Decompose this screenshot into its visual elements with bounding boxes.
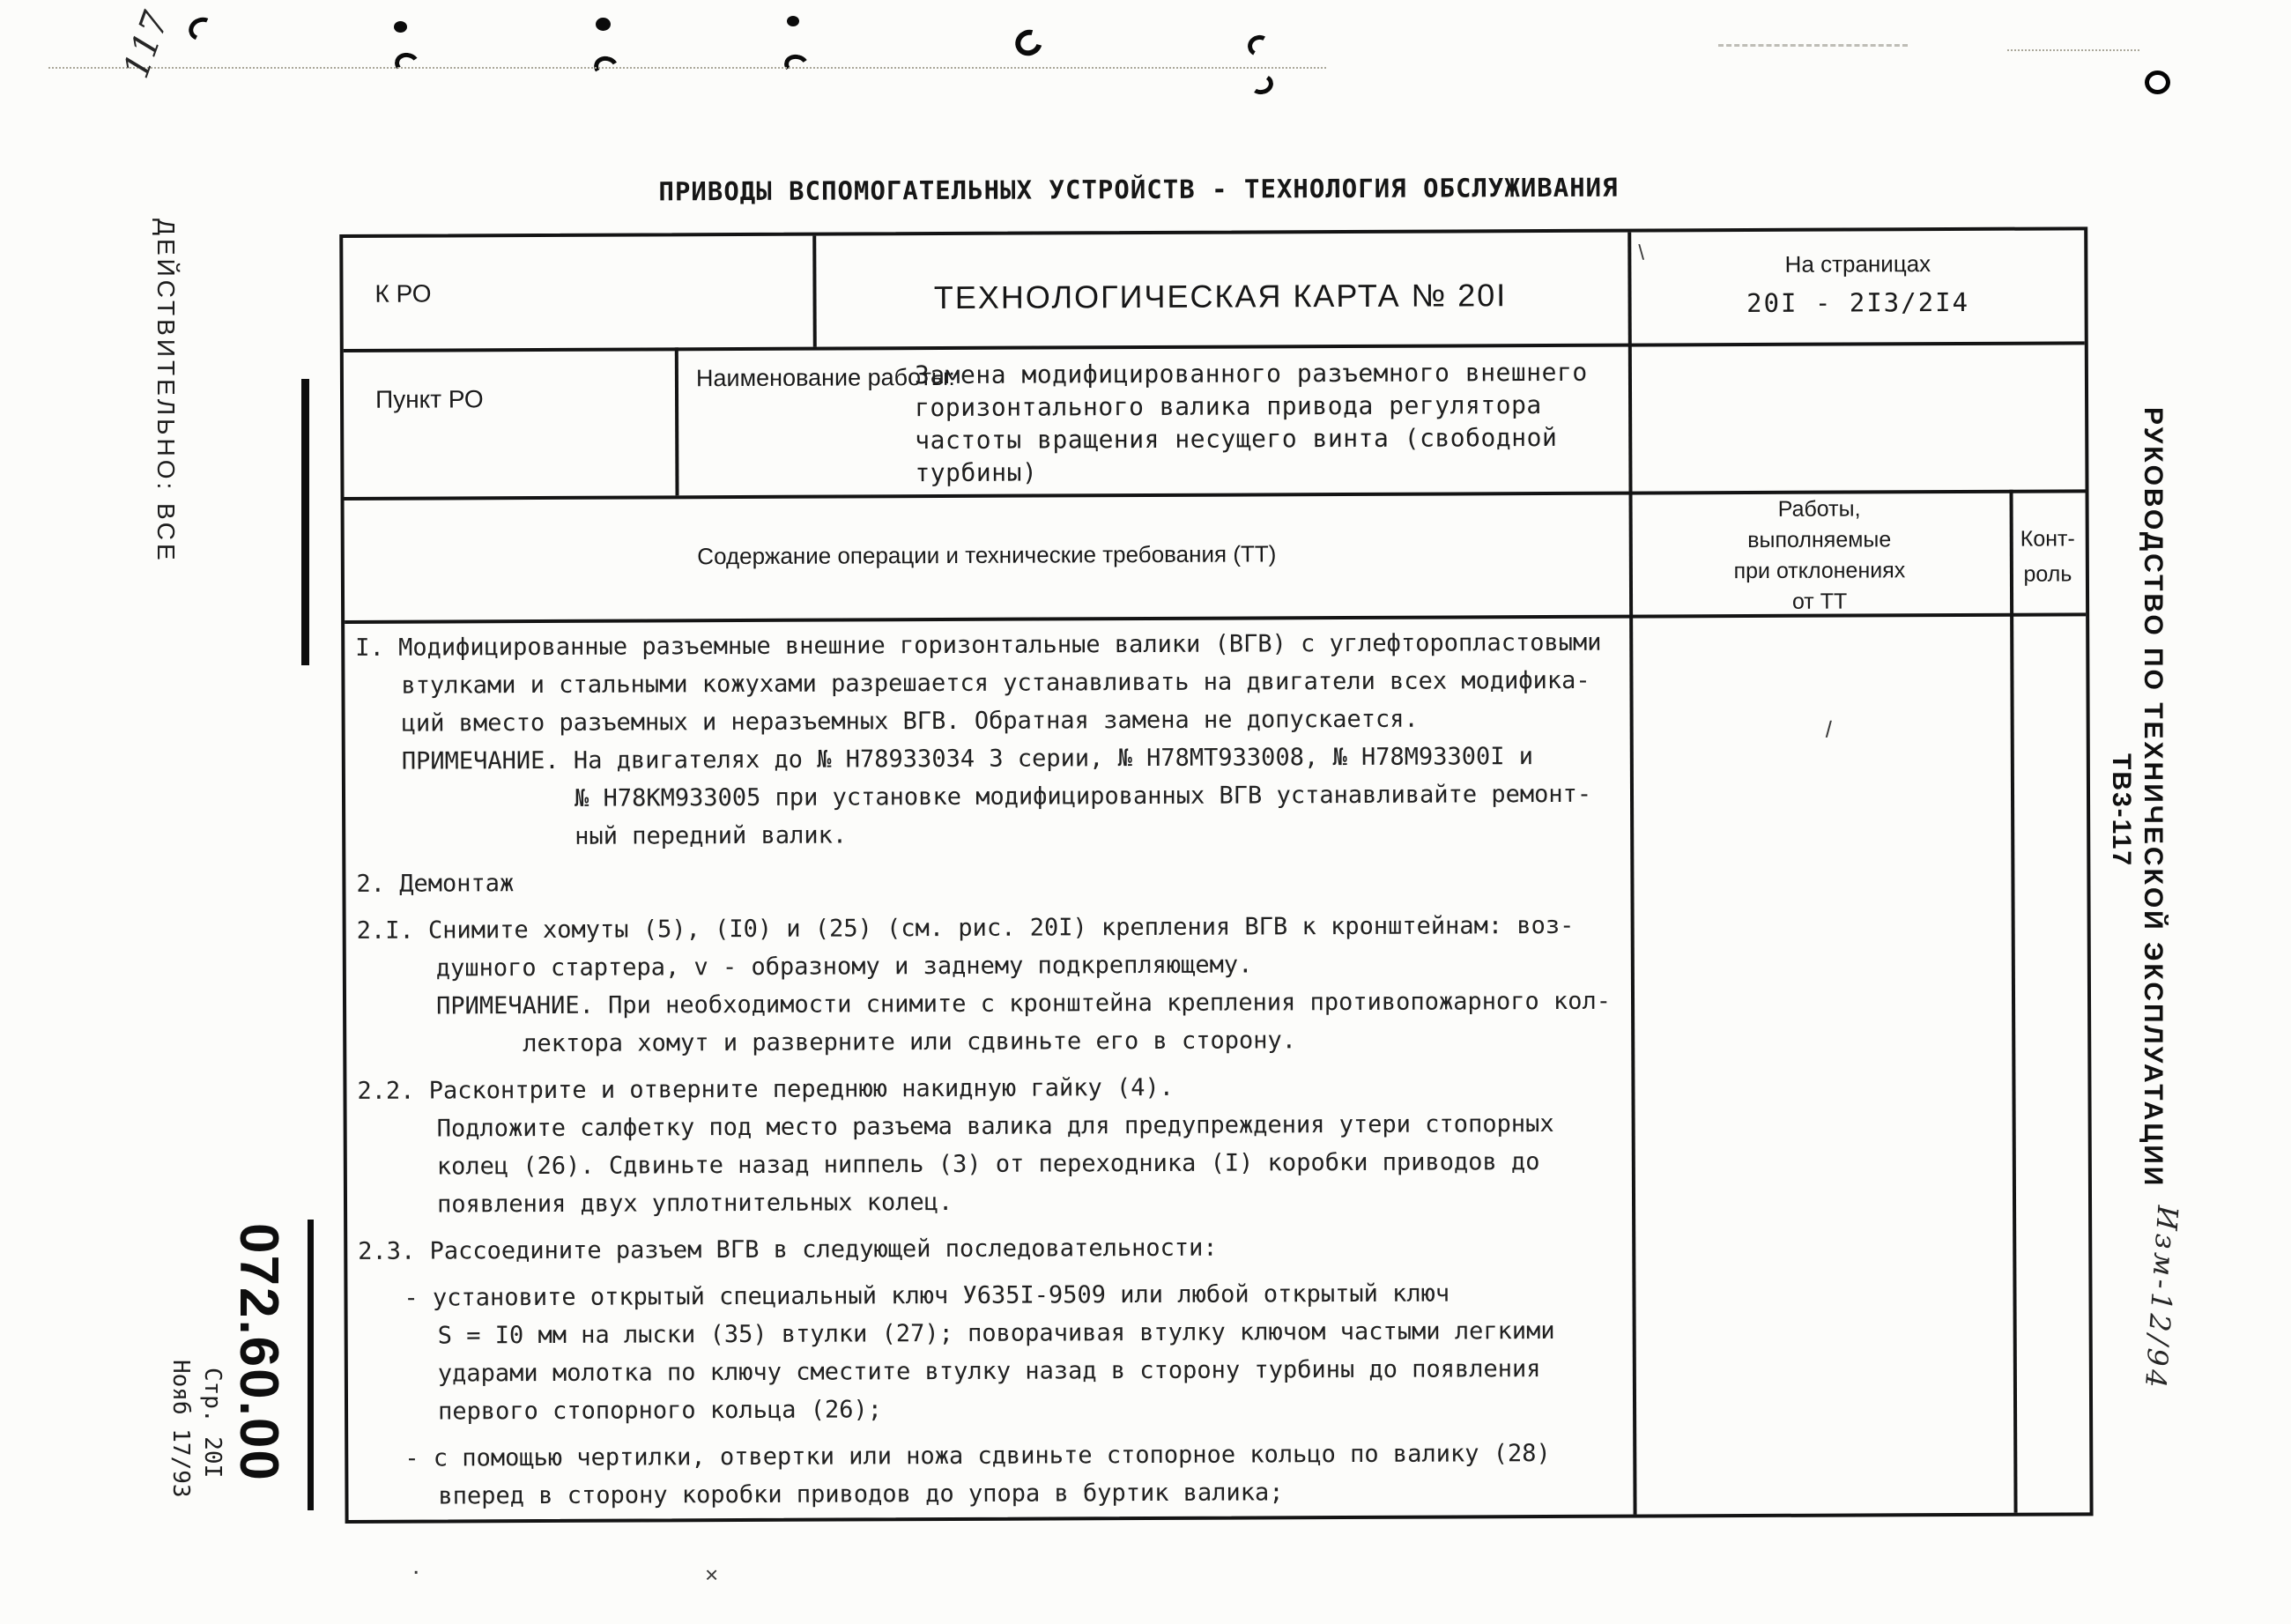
operation-line: вперед в сторону коробки приводов до упора в буртик валика;: [438, 1479, 1284, 1510]
handwritten-note: Изм-12/94: [2138, 1204, 2185, 1392]
operation-line: S = I0 мм на лыски (35) втулки (27); поворачивая втулку ключом частыми легкими: [437, 1316, 1555, 1350]
operation-line: ций вместо разъемных и неразъемных ВГВ. Обратная замена не допускается.: [401, 705, 1419, 738]
operation-line: колец (26). Сдвиньте назад ниппель (3) от переходника (I) коробки приводов до: [436, 1148, 1540, 1181]
col-header-operations: Содержание операции и технические требования (ТТ): [697, 540, 1277, 570]
pages-label: На страницах: [1784, 250, 1931, 278]
operation-line: № Н78КМ933005 при установке модифицированных ВГВ устанавливайте ремонт-: [574, 780, 1592, 812]
work-name-label: Наименование работы:: [695, 363, 955, 392]
page-title: ПРИВОДЫ ВСПОМОГАТЕЛЬНЫХ УСТРОЙСТВ - ТЕХНОЛОГИЯ ОБСЛУЖИВАНИЯ: [658, 172, 1619, 207]
tech-card-table: [339, 226, 2093, 1524]
operation-line: ПРИМЕЧАНИЕ. На двигателях до № Н78933034 3 серии, № Н78МТ933008, № Н78М93300I и: [401, 743, 1534, 775]
operations-lines: [345, 615, 1633, 1516]
pages-value: 20I - 2I3/2I4: [1746, 286, 1970, 319]
card-title: ТЕХНОЛОГИЧЕСКАЯ КАРТА № 20I: [933, 277, 1508, 316]
handwritten-mark: 117: [115, 6, 177, 84]
revision-bar: [301, 379, 309, 665]
engine-code: ТВ3-117: [2107, 753, 2136, 868]
operation-line: 2.2. Расконтрите и отверните переднюю накидную гайку (4).: [357, 1073, 1175, 1105]
doc-code-underline: [308, 1220, 314, 1510]
work-name-text: Замена модифицированного разъемного внешнего горизонтального валика привода регулятора частоты вращения несущего винта (свободной турбины): [914, 357, 1588, 488]
operation-line: - с помощью чертилки, отвертки или ножа сдвиньте стопорное кольцо по валику (28): [404, 1440, 1551, 1472]
col-header-deviations: Работы, выполняемые при отклонениях от ТТ: [1733, 496, 1906, 614]
table-line: [344, 341, 2085, 352]
operation-line: Подложите салфетку под место разъема валика для предупреждения утери стопорных: [436, 1109, 1554, 1143]
operation-line: - установите открытый специальный ключ У635I-9509 или любой открытый ключ: [404, 1279, 1450, 1312]
operation-line: 2.3. Рассоедините разъем ВГВ в следующей последовательности:: [358, 1234, 1218, 1265]
operation-line: ПРИМЕЧАНИЕ. При необходимости снимите с кронштейна крепления противопожарного кол-: [435, 987, 1612, 1020]
operation-line: втулками и стальными кожухами разрешается устанавливать на двигатели всех модифика-: [401, 666, 1590, 700]
operation-line: ный передний валик.: [575, 821, 848, 850]
page-number-label: Стр. 20I: [199, 1368, 226, 1479]
doc-code: 072.60.00: [228, 1223, 289, 1482]
operation-line: появления двух уплотнительных колец.: [436, 1188, 953, 1219]
date-label: Нояб 17/93: [167, 1360, 194, 1498]
manual-title: РУКОВОДСТВО ПО ТЕХНИЧЕСКОЙ ЭКСПЛУАТАЦИИ: [2139, 407, 2168, 1189]
table-line: [2010, 490, 2018, 1513]
operation-line: 2. Демонтаж: [356, 870, 515, 898]
operation-line: лектора хомут и разверните или сдвиньте его в сторону.: [523, 1027, 1297, 1058]
table-line: [675, 347, 679, 495]
operation-line: первого стопорного кольца (26);: [437, 1396, 883, 1426]
scan-artifact: \: [1638, 241, 1645, 265]
operation-line: душного стартера, v - образному и заднему подкрепляющему.: [435, 951, 1253, 983]
operation-line: 2.I. Снимите хомуты (5), (I0) и (25) (см. рис. 20I) крепления ВГВ к кронштейнам: воз-: [356, 911, 1575, 945]
scan-artifact: /: [1825, 716, 1832, 743]
col-header-control: Конт- роль: [2020, 526, 2075, 587]
to-ro-label: К РО: [374, 279, 432, 308]
operation-line: ударами молотка по ключу сместите втулку назад в сторону турбины до появления: [437, 1355, 1541, 1388]
scan-artifact: .: [412, 1551, 420, 1580]
punkt-ro-label: Пункт РО: [374, 385, 484, 413]
scan-artifact: ×: [705, 1561, 719, 1588]
validity-label: ДЕЙСТВИТЕЛЬНО: ВСЕ: [152, 219, 180, 564]
operation-line: I. Модифицированные разъемные внешние горизонтальные валики (ВГВ) с углефторопластовыми: [355, 628, 1602, 662]
